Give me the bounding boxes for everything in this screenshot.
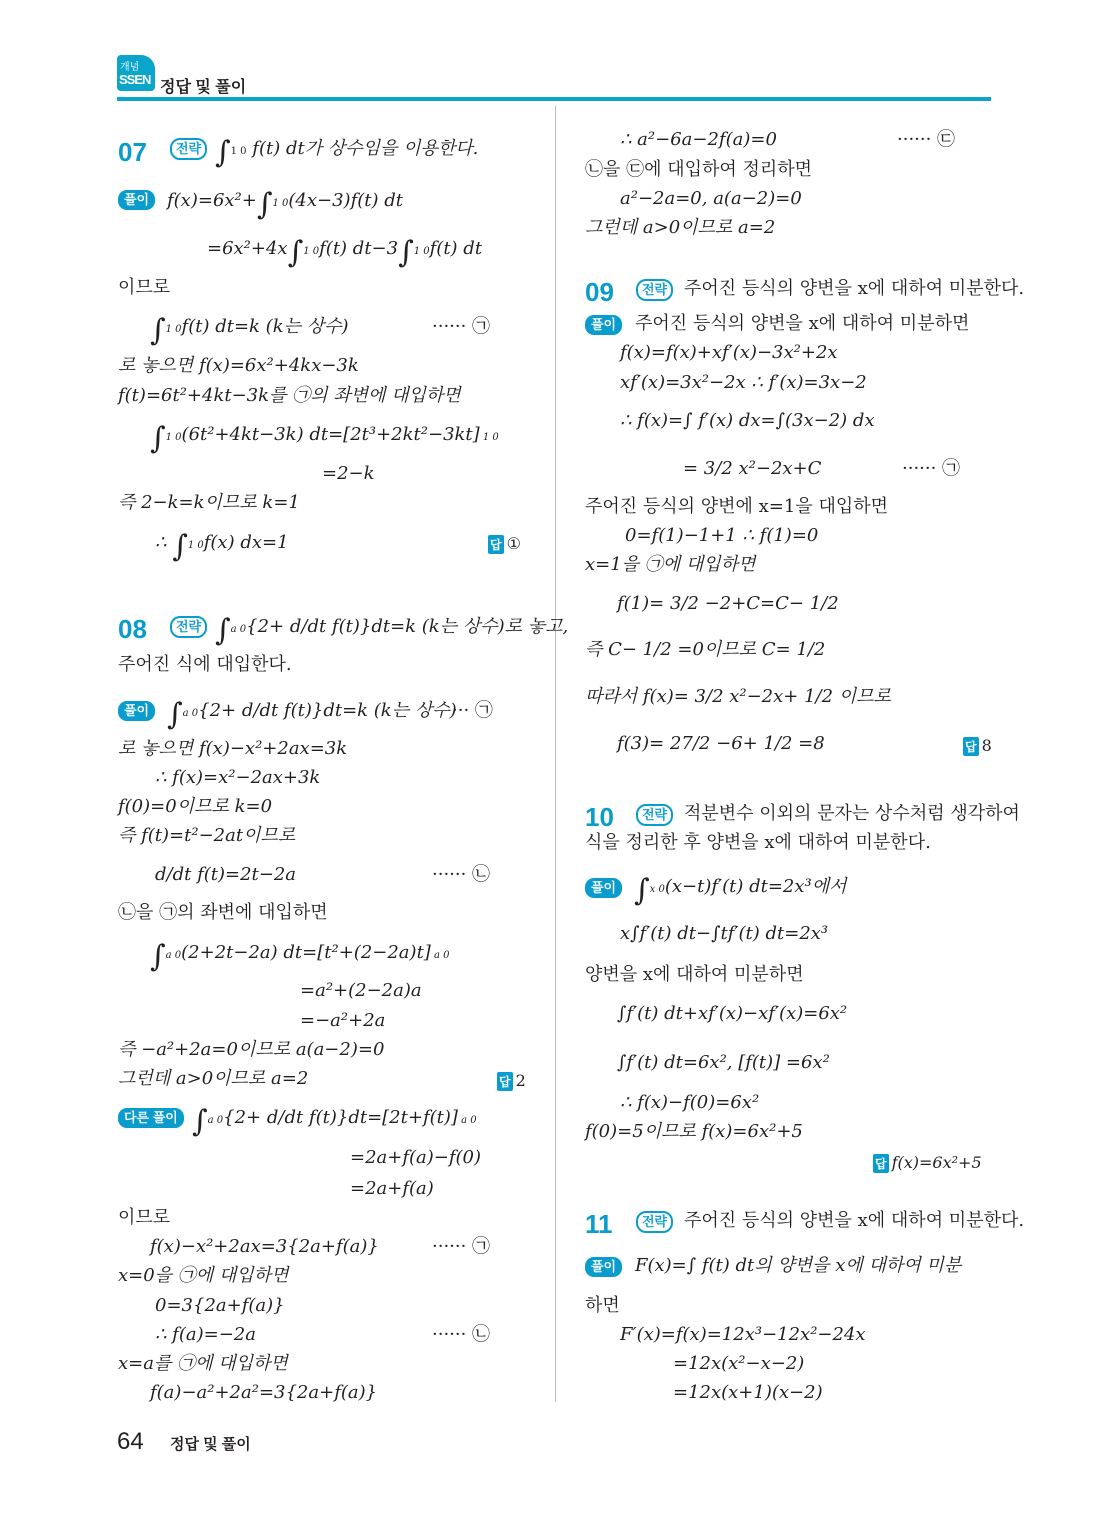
- q10-line-1: ∫x 0(x−t)f′(t) dt=2x³에서: [634, 873, 847, 908]
- header-title: 정답 및 풀이: [160, 79, 247, 96]
- q09-line-2: f(x)=f(x)+xf′(x)−3x²+2x: [620, 342, 838, 363]
- q08-alt-line-2: =2a+f(a)−f(0): [350, 1147, 482, 1168]
- q07-line-7: ∫1 0(6t²+4kt−3k) dt=[2t³+2kt²−3kt] 1 0: [150, 421, 499, 456]
- q07-line-9: 즉 2−k=k이므로 k=1: [118, 492, 300, 513]
- q08-mark-4: ······ ㉡: [432, 1324, 491, 1345]
- brand-logo: [117, 55, 155, 91]
- right-line-3: a²−2a=0, a(a−2)=0: [620, 188, 802, 209]
- q08-strategy-text: ∫a 0{2+ d/dt f(t)}dt=k (k는 상수)로 놓고,: [215, 613, 569, 648]
- q10-line-5: ∫f′(t) dt=6x², [f(t)] =6x²: [617, 1052, 830, 1073]
- q10-line-4: ∫f′(t) dt+xf′(x)−xf′(x)=6x²: [617, 1003, 848, 1024]
- q11-strategy-text: 주어진 등식의 양변을 x에 대하여 미분한다.: [684, 1210, 1025, 1231]
- q10-strategy-text-2: 식을 정리한 후 양변을 x에 대하여 미분한다.: [585, 832, 931, 853]
- solution-badge: 풀이: [118, 190, 155, 210]
- q07-answer: 답 ①: [490, 534, 521, 553]
- question-number-11: 11: [585, 1209, 613, 1239]
- q11-line-2: 하면: [585, 1295, 620, 1316]
- q09-answer: 답 8: [965, 736, 992, 755]
- q11-line-4: =12x(x²−x−2): [673, 1353, 805, 1374]
- q10-answer: 답 f(x)=6x²+5: [875, 1153, 982, 1172]
- q08-line-19: f(a)−a²+2a²=3{2a+f(a)}: [150, 1382, 378, 1403]
- q08-alt-line-1: ∫a 0{2+ d/dt f(t)}dt=[2t+f(t)] a 0: [192, 1104, 477, 1139]
- q09-strategy-text: 주어진 등식의 양변을 x에 대하여 미분한다.: [684, 278, 1025, 299]
- q08-line-10: =−a²+2a: [300, 1010, 386, 1031]
- right-line-1: ∴ a²−6a−2f(a)=0: [620, 129, 777, 150]
- q08-line-16: 0=3{2a+f(a)}: [155, 1295, 285, 1316]
- q10-line-7: f(0)=5이므로 f(x)=6x²+5: [585, 1121, 803, 1142]
- q09-mark-1: ······ ㉠: [902, 458, 961, 479]
- q09-line-1: 주어진 등식의 양변을 x에 대하여 미분하면: [635, 313, 970, 334]
- strategy-badge: 전략: [636, 804, 673, 826]
- q08-line-7: ㉡을 ㉠의 좌변에 대입하면: [118, 902, 328, 923]
- footer-title: 정답 및 풀이: [170, 1436, 251, 1453]
- page-number: 64: [117, 1428, 144, 1455]
- q08-line-4: f(0)=0이므로 k=0: [118, 796, 273, 817]
- q11-line-1: F(x)=∫ f(t) dt의 양변을 x에 대하여 미분: [635, 1255, 962, 1276]
- header-rule: [117, 97, 991, 101]
- q09-line-10: 즉 C− 1/2 =0이므로 C= 1/2: [585, 639, 826, 660]
- right-line-4: 그런데 a>0이므로 a=2: [585, 217, 776, 238]
- q08-line-12: 그런데 a>0이므로 a=2: [118, 1068, 309, 1089]
- q08-strategy-text-2: 주어진 식에 대입한다.: [118, 654, 292, 675]
- q08-line-17: ∴ f(a)=−2a: [155, 1324, 256, 1345]
- solution-badge: 풀이: [585, 878, 622, 898]
- q08-mark-3: ······ ㉠: [432, 1236, 491, 1257]
- strategy-badge: 전략: [170, 616, 207, 638]
- q08-answer: 답 2: [499, 1071, 526, 1090]
- strategy-badge: 전략: [170, 138, 207, 160]
- solution-badge: 풀이: [585, 1257, 622, 1277]
- question-number-10: 10: [585, 802, 614, 832]
- q09-line-3: xf′(x)=3x²−2x ∴ f′(x)=3x−2: [620, 372, 867, 393]
- q10-strategy-text: 적분변수 이외의 문자는 상수처럼 생각하여: [684, 803, 1020, 824]
- q08-mark-2: ······ ㉡: [432, 864, 491, 885]
- q08-line-11: 즉 −a²+2a=0이므로 a(a−2)=0: [118, 1039, 385, 1060]
- solution-badge: 풀이: [118, 701, 155, 721]
- right-mark-1: ······ ㉢: [897, 129, 956, 150]
- q10-line-6: ∴ f(x)−f(0)=6x²: [620, 1092, 760, 1113]
- q08-line-1: ∫a 0{2+ d/dt f(t)}dt=k (k는 상수): [167, 697, 457, 732]
- logo-bottom-text: SSEN: [119, 72, 151, 87]
- q08-line-8: ∫a 0(2+2t−2a) dt=[t²+(2−2a)t] a 0: [150, 939, 450, 974]
- logo-top-text: 개념: [120, 62, 140, 73]
- alt-solution-badge: 다른 풀이: [118, 1108, 184, 1128]
- q07-strategy-text: ∫1 0 f(t) dt가 상수임을 이용한다.: [215, 135, 479, 170]
- q07-line-4: ∫1 0f(t) dt=k (k는 상수): [150, 313, 349, 348]
- q10-line-3: 양변을 x에 대하여 미분하면: [585, 964, 804, 985]
- q11-line-3: F′(x)=f(x)=12x³−12x²−24x: [620, 1324, 866, 1345]
- q08-line-3: ∴ f(x)=x²−2ax+3k: [155, 767, 321, 788]
- question-number-07: 07: [118, 137, 147, 167]
- strategy-badge: 전략: [636, 279, 673, 301]
- q08-line-13: 이므로: [118, 1207, 171, 1228]
- q08-line-6: d/dt f(t)=2t−2a: [155, 864, 297, 885]
- q09-line-6: 주어진 등식의 양변에 x=1을 대입하면: [585, 496, 889, 517]
- q09-line-5: = 3/2 x²−2x+C: [683, 458, 822, 479]
- q10-line-2: x∫f′(t) dt−∫tf′(t) dt=2x³: [620, 923, 829, 944]
- q09-line-9: f(1)= 3/2 −2+C=C− 1/2: [617, 593, 839, 614]
- q09-line-4: ∴ f(x)=∫ f′(x) dx=∫(3x−2) dx: [620, 410, 875, 431]
- q07-line-6: f(t)=6t²+4kt−3k를 ㉠의 좌변에 대입하면: [118, 385, 461, 406]
- question-number-08: 08: [118, 614, 147, 644]
- q11-line-5: =12x(x+1)(x−2): [673, 1382, 823, 1403]
- q07-line-2: =6x²+4x∫1 0f(t) dt−3∫1 0f(t) dt: [207, 235, 483, 270]
- q08-line-18: x=a를 ㉠에 대입하면: [118, 1353, 288, 1374]
- q07-line-1: f(x)=6x²+∫1 0(4x−3)f(t) dt: [167, 187, 403, 222]
- q08-mark-1: ··· ㉠: [452, 700, 493, 721]
- q08-alt-line-3: =2a+f(a): [350, 1178, 434, 1199]
- q07-line-10: ∴ ∫1 0f(x) dx=1: [155, 529, 289, 564]
- q07-mark-1: ······ ㉠: [432, 316, 491, 337]
- q08-line-9: =a²+(2−2a)a: [300, 980, 422, 1001]
- q08-line-15: x=0을 ㉠에 대입하면: [118, 1265, 289, 1286]
- q08-line-14: f(x)−x²+2ax=3{2a+f(a)}: [150, 1236, 379, 1257]
- q08-line-2: 로 놓으면 f(x)−x²+2ax=3k: [118, 738, 348, 759]
- q07-line-8: =2−k: [322, 463, 375, 484]
- column-divider: [555, 106, 556, 1402]
- q09-line-11: 따라서 f(x)= 3/2 x²−2x+ 1/2 이므로: [585, 686, 891, 707]
- right-line-2: ㉡을 ㉢에 대입하여 정리하면: [585, 159, 813, 180]
- strategy-badge: 전략: [636, 1211, 673, 1233]
- q09-line-7: 0=f(1)−1+1 ∴ f(1)=0: [625, 525, 819, 546]
- solution-badge: 풀이: [585, 315, 622, 335]
- q09-line-8: x=1을 ㉠에 대입하면: [585, 554, 756, 575]
- q08-line-5: 즉 f(t)=t²−2at이므로: [118, 825, 296, 846]
- q09-line-12: f(3)= 27/2 −6+ 1/2 =8: [617, 733, 825, 754]
- question-number-09: 09: [585, 277, 614, 307]
- q07-line-5: 로 놓으면 f(x)=6x²+4kx−3k: [118, 355, 359, 376]
- q07-line-3: 이므로: [118, 277, 171, 298]
